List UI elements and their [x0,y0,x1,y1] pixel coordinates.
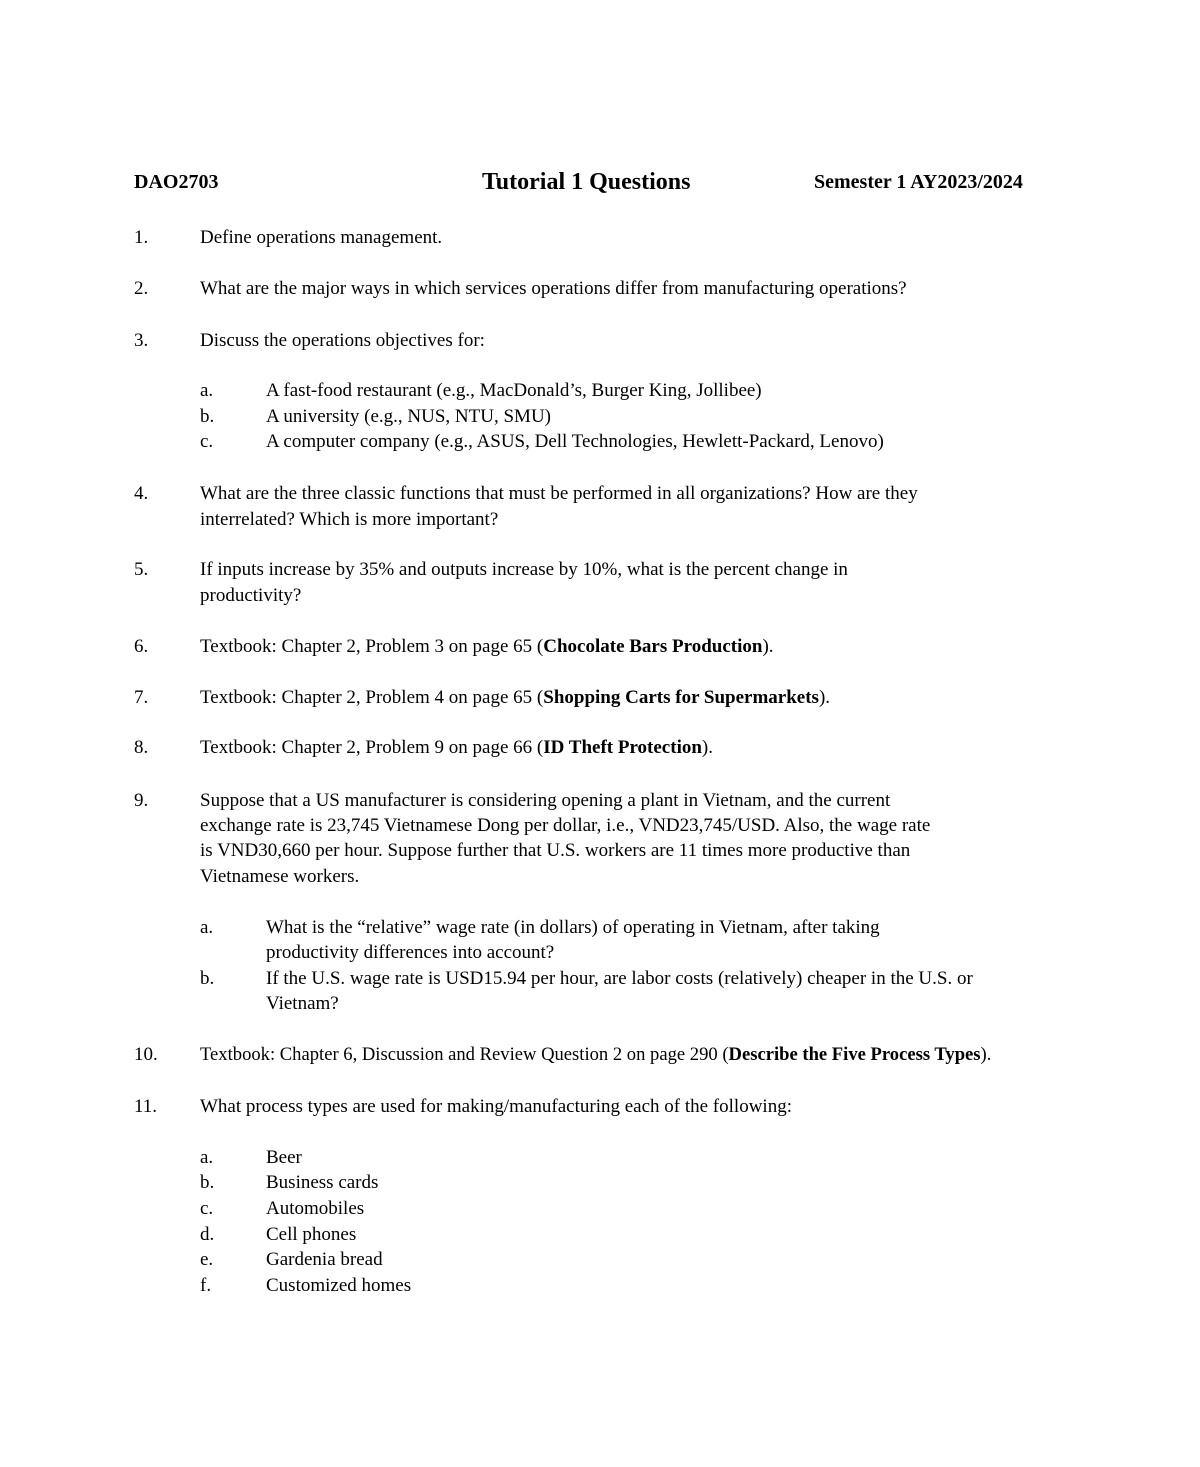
question-text: What process types are used for making/manufacturing each of the following: [200,1096,792,1117]
sub-question-letter: a. [200,917,214,938]
question-number: 4. [134,483,149,504]
question-text [200,634,774,660]
question-number: 10. [134,1044,158,1065]
sub-question-text: Customized homes [266,1275,412,1296]
question-text-prefix: Textbook: Chapter 2, Problem 3 on page 65 ( [200,636,544,657]
question-text-line: is VND30,660 per hour. Suppose further that U.S. workers are 11 times more productive than [200,840,911,861]
semester-label: Semester 1 AY2023/2024 [814,171,1023,193]
sub-question-text: Beer [266,1147,302,1168]
sub-question-letter: c. [200,1198,214,1219]
question-text: Define operations management. [200,227,443,248]
question-text-line: interrelated? Which is more important? [200,509,499,530]
question-number: 7. [134,687,149,708]
sub-question-text: A university (e.g., NUS, NTU, SMU) [266,406,551,427]
sub-question-letter: a. [200,380,214,401]
problem-title: Chocolate Bars Production [543,636,763,657]
question-text [200,735,713,761]
sub-question-text: A fast-food restaurant (e.g., MacDonald’s, Burger King, Jollibee) [266,380,762,401]
question-text: What are the major ways in which services operations differ from manufacturing operations? [200,278,907,299]
sub-question-text: Gardenia bread [266,1249,383,1270]
question-text-prefix: Textbook: Chapter 2, Problem 4 on page 65 ( [200,687,544,708]
problem-title: Shopping Carts for Supermarkets [543,687,819,708]
question-text-prefix: Textbook: Chapter 6, Discussion and Review Question 2 on page 290 ( [200,1044,729,1065]
sub-question-letter: b. [200,406,215,427]
sub-question-text: What is the “relative” wage rate (in dollars) of operating in Vietnam, after taking [266,917,880,938]
question-text-line: Suppose that a US manufacturer is considering opening a plant in Vietnam, and the current [200,790,891,811]
question-text-prefix: Textbook: Chapter 2, Problem 9 on page 66 ( [200,737,544,758]
sub-question-text: If the U.S. wage rate is USD15.94 per hour, are labor costs (relatively) cheaper in the U.S. or [266,968,973,989]
question-text: Discuss the operations objectives for: [200,330,485,351]
question-text [200,1042,991,1068]
sub-question-letter: c. [200,431,214,452]
question-number: 1. [134,227,149,248]
question-text-suffix: ). [980,1044,992,1065]
sub-question-letter: a. [200,1147,214,1168]
sub-question-text: Business cards [266,1172,379,1193]
sub-question-text: Vietnam? [266,993,339,1014]
question-number: 8. [134,737,149,758]
question-text-line: exchange rate is 23,745 Vietnamese Dong per dollar, i.e., VND23,745/USD. Also, the wage rate [200,815,931,836]
problem-title: ID Theft Protection [543,737,702,758]
question-number: 3. [134,330,149,351]
sub-question-letter: f. [200,1275,212,1296]
sub-question-letter: d. [200,1224,215,1245]
sub-question-letter: b. [200,1172,215,1193]
question-text-suffix: ). [701,737,713,758]
course-code: DAO2703 [134,171,219,193]
sub-question-letter: b. [200,968,215,989]
question-text [200,685,830,711]
question-text-suffix: ). [818,687,831,708]
question-number: 5. [134,559,149,580]
question-text-line: What are the three classic functions that must be performed in all organizations? How are they [200,483,918,504]
sub-question-text: Cell phones [266,1224,357,1245]
question-number: 6. [134,636,149,657]
question-text-line: If inputs increase by 35% and outputs increase by 10%, what is the percent change in [200,559,848,580]
sub-question-text: A computer company (e.g., ASUS, Dell Technologies, Hewlett-Packard, Lenovo) [266,431,884,452]
question-text-suffix: ). [762,636,774,657]
question-number: 2. [134,278,149,299]
question-text-line: Vietnamese workers. [200,866,360,887]
sub-question-text: Automobiles [266,1198,365,1219]
page-title: Tutorial 1 Questions [482,169,691,195]
problem-title: Describe the Five Process Types [728,1044,981,1065]
question-text-line: productivity? [200,585,302,606]
sub-question-text: productivity differences into account? [266,942,555,963]
question-number: 9. [134,790,149,811]
question-number: 11. [134,1096,158,1117]
sub-question-letter: e. [200,1249,214,1270]
